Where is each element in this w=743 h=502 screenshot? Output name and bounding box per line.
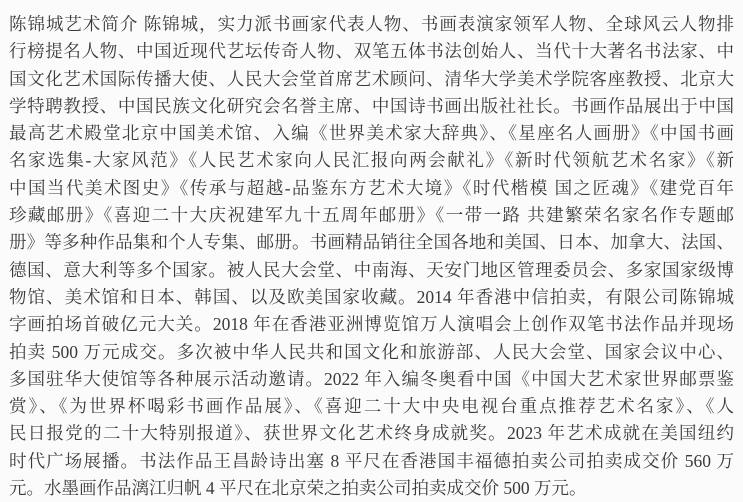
- text-line: 中国当代美术图史》《传承与超越-品鉴东方艺术大境》《时代楷模 国之匠魂》《建党百年: [9, 177, 734, 198]
- text-line: 时代广场展播。书法作品王昌龄诗出塞 8 平尺在香港国丰福德拍卖公司拍卖成交价 560 万: [9, 450, 734, 471]
- text-line: 物馆、美术馆和日本、韩国、以及欧美国家收藏。2014 年香港中信拍卖，有限公司陈锦城: [9, 286, 734, 307]
- text-line: 学特聘教授、中国民族文化研究会名誉主席、中国诗书画出版社社长。书画作品展出于中国: [9, 95, 734, 116]
- text-line: 行榜提名人物、中国近现代艺坛传奇人物、双笔五体书法创始人、当代十大著名书法家、中: [9, 41, 734, 62]
- text-line: 陈锦城艺术简介 陈锦城，实力派书画家代表人物、书画表演家领军人物、全球风云人物排: [9, 14, 734, 34]
- text-line: 德国、意大利等多个国家。被人民大会堂、中南海、天安门地区管理委员会、多家国家级博: [9, 259, 734, 280]
- text-line: 字画拍场首破亿元大关。2018 年在香港亚洲博览馆万人演唱会上创作双笔书法作品并现场: [9, 314, 734, 335]
- text-line: 赏》、《为世界杯喝彩书画作品展》、《喜迎二十大中央电视台重点推荐艺术名家》、《人: [9, 396, 734, 417]
- text-line: 国文化艺术国际传播大使、人民大会堂首席艺术顾问、清华大学美术学院客座教授、北京大: [9, 68, 734, 89]
- text-line: 名家选集-大家风范》《人民艺术家向人民汇报向两会献礼》《新时代领航艺术名家》《新: [9, 150, 734, 171]
- text-line: 拍卖 500 万元成交。多次被中华人民共和国文化和旅游部、人民大会堂、国家会议中心、: [9, 341, 734, 362]
- text-line: 最高艺术殿堂北京中国美术馆、入编《世界美术家大辞典》、《星座名人画册》《中国书画: [9, 123, 734, 144]
- text-line: 珍藏邮册》《喜迎二十大庆祝建军九十五周年邮册》《一带一路 共建繁荣名家名作专题邮: [9, 205, 734, 226]
- text-line: 册》等多种作品集和个人专集、邮册。书画精品销往全国各地和美国、日本、加拿大、法国、: [9, 232, 734, 253]
- text-line: 多国驻华大使馆等各种展示活动邀请。2022 年入编冬奥看中国《中国大艺术家世界邮票鉴: [9, 368, 734, 389]
- text-line: 民日报党的二十大特别报道》、获世界文化艺术终身成就奖。2023 年艺术成就在美国纽约: [9, 423, 734, 444]
- text-line: 元。水墨画作品漓江归帆 4 平尺在北京荣之拍卖公司拍卖成交价 500 万元。: [9, 478, 587, 499]
